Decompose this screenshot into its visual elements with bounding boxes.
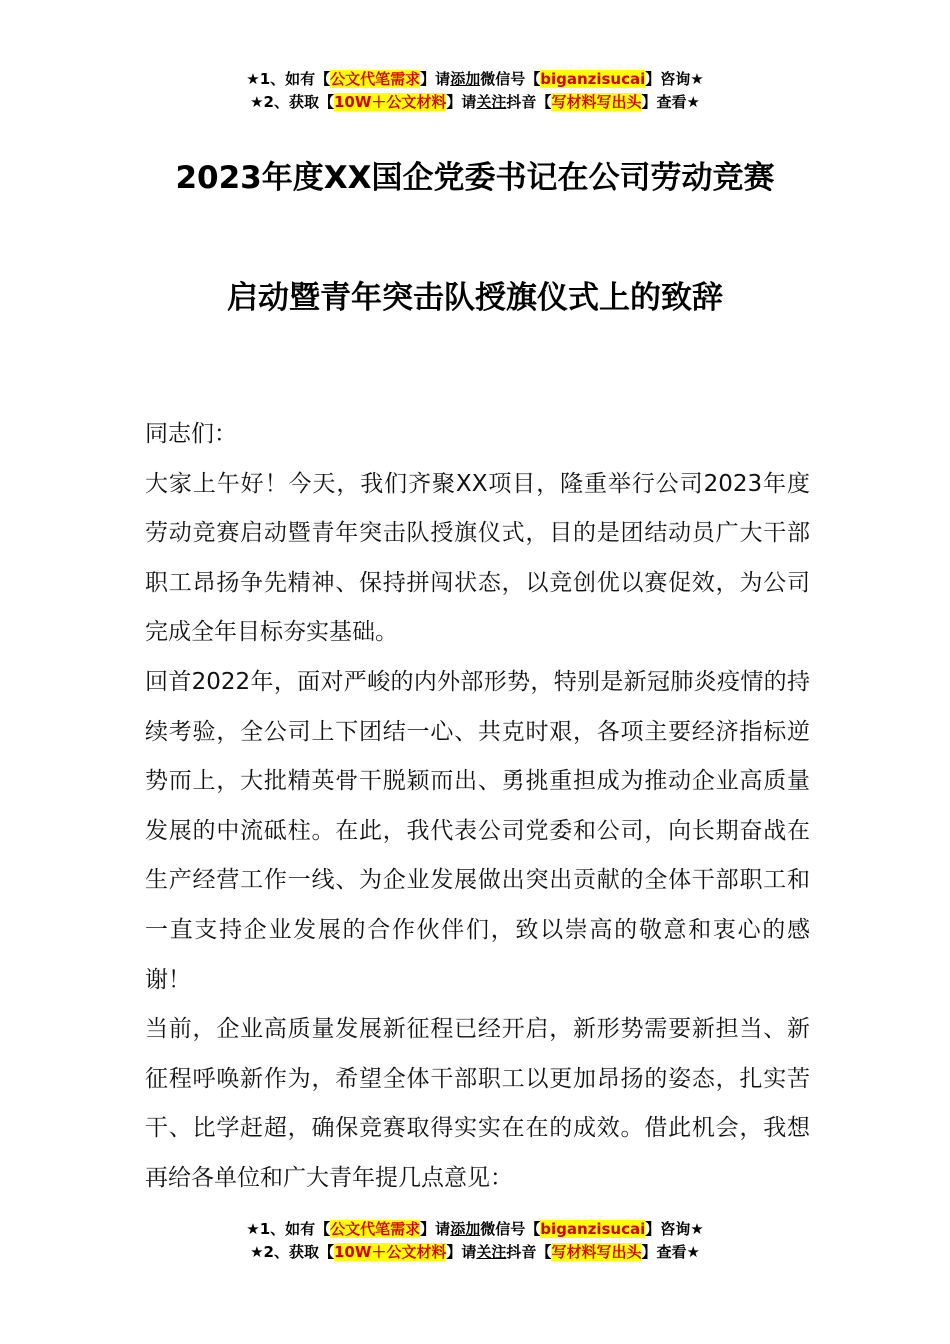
banner-line-2 <box>0 1241 950 1264</box>
banner-highlight: biganzisucai <box>540 70 646 88</box>
banner-text: 】咨询★ <box>645 1220 704 1238</box>
banner-text: ★2、获取【 <box>250 93 334 111</box>
banner-highlight: 公文代笔需求 <box>330 70 421 88</box>
banner-highlight: biganzisucai <box>540 1220 646 1238</box>
banner-text: 】请 <box>420 70 451 88</box>
banner-highlight: 10W＋公文材料 <box>333 93 447 111</box>
banner-text: 抖音【 <box>506 1243 552 1261</box>
banner-text: ★1、如有【 <box>246 1220 331 1238</box>
banner-underline: 关注 <box>476 93 507 111</box>
salutation: 同志们： <box>145 421 237 447</box>
footer-banner <box>0 1218 950 1264</box>
banner-highlight: 公文代笔需求 <box>330 1220 421 1238</box>
document-body <box>145 410 810 1204</box>
banner-text: 】请 <box>446 93 477 111</box>
header-banner <box>0 68 950 114</box>
document-title-line-2: 启动暨青年突击队授旗仪式上的致辞 <box>227 280 723 316</box>
banner-text: 】咨询★ <box>645 70 704 88</box>
banner-line-1 <box>0 68 950 91</box>
document-title-line-1: 2023年度XX国企党委书记在公司劳动竞赛 <box>175 160 775 196</box>
banner-underline: 添加 <box>450 1220 481 1238</box>
banner-highlight: 写材料写出头 <box>551 1243 642 1261</box>
banner-text: ★1、如有【 <box>246 70 331 88</box>
banner-text: 微信号【 <box>480 70 541 88</box>
banner-text: 微信号【 <box>480 1220 541 1238</box>
paragraph: 大家上午好！今天，我们齐聚XX项目，隆重举行公司2023年度劳动竞赛启动暨青年突击队授旗仪式，目的是团结动员广大干部职工昂扬争先精神、保持拼闯状态，以竞创优以赛促效，为公司完成全年目标夯实基础。 <box>145 470 810 646</box>
banner-line-2 <box>0 91 950 114</box>
banner-underline: 添加 <box>450 70 481 88</box>
banner-text: 】请 <box>420 1220 451 1238</box>
banner-text: ★2、获取【 <box>250 1243 334 1261</box>
paragraph: 回首2022年，面对严峻的内外部形势，特别是新冠肺炎疫情的持续考验，全公司上下团结一心、共克时艰，各项主要经济指标逆势而上，大批精英骨干脱颖而出、勇挑重担成为推动企业高质量发展的中流砥柱。在此，我代表公司党委和公司，向长期奋战在生产经营工作一线、为企业发展做出突出贡献的全体干部职工和一直支持企业发展的合作伙伴们，致以崇高的敬意和衷心的感谢！ <box>145 668 810 993</box>
banner-line-1 <box>0 1218 950 1241</box>
banner-text: 】查看★ <box>641 1243 700 1261</box>
banner-underline: 关注 <box>476 1243 507 1261</box>
paragraph: 当前，企业高质量发展新征程已经开启，新形势需要新担当、新征程呼唤新作为，希望全体干部职工以更加昂扬的姿态，扎实苦干、比学赶超，确保竞赛取得实实在在的成效。借此机会，我想再给各单位和广大青年提几点意见： <box>145 1016 810 1191</box>
banner-highlight: 10W＋公文材料 <box>333 1243 447 1261</box>
banner-highlight: 写材料写出头 <box>551 93 642 111</box>
banner-text: 抖音【 <box>506 93 552 111</box>
banner-text: 】请 <box>446 1243 477 1261</box>
banner-text: 】查看★ <box>641 93 700 111</box>
